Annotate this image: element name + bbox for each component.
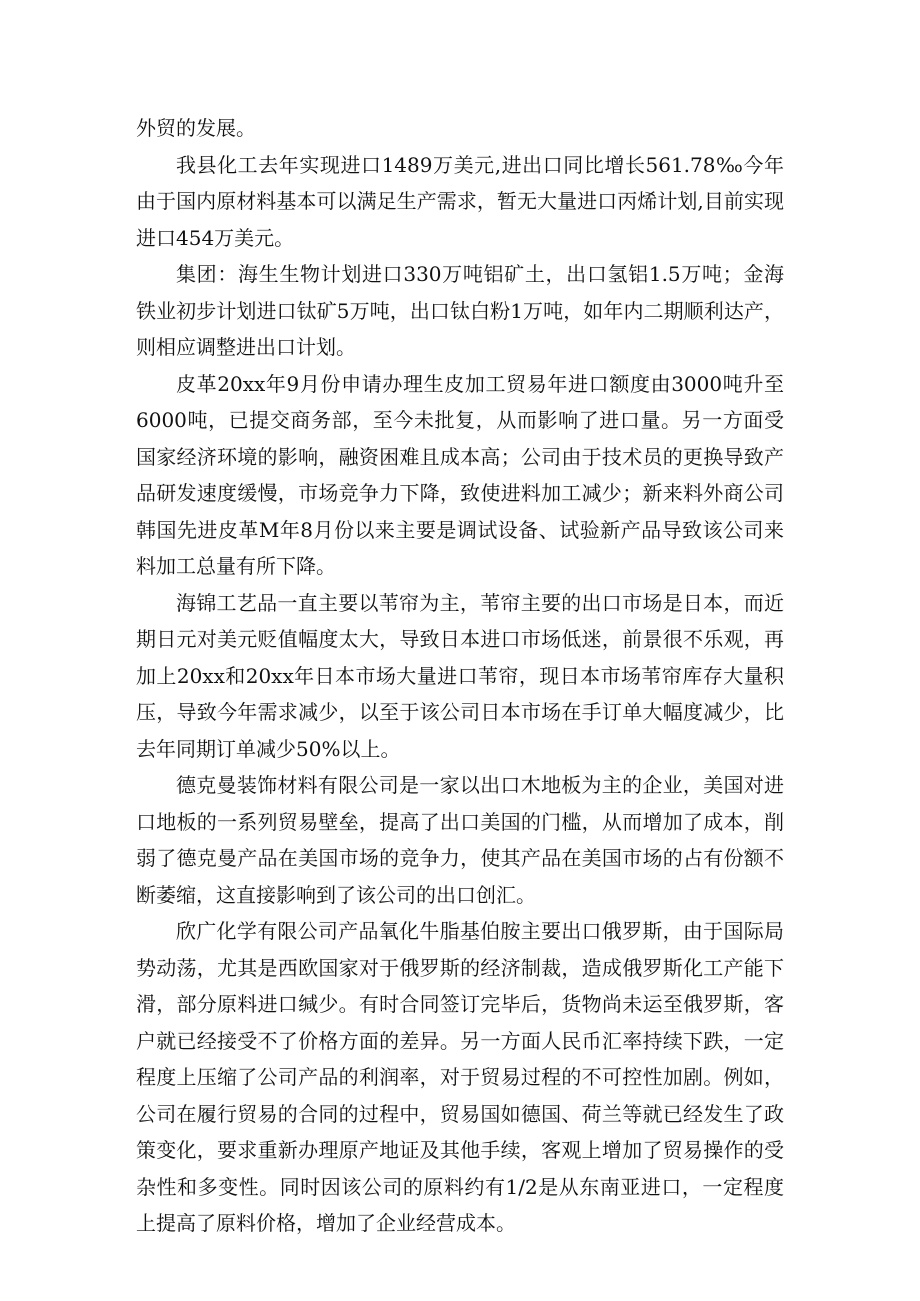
paragraph-flooring: 德克曼装饰材料有限公司是一家以出口木地板为主的企业，美国对进口地板的一系列贸易壁垒，提高了出口美国的门槛，从而增加了成本，削弱了德克曼产品在美国市场的竞争力，使其产品在美国市场的占有份额不断萎缩，这直接影响到了该公司的出口创汇。 xyxy=(136,773,784,907)
paragraph-crafts: 海锦工艺品一直主要以苇帘为主，苇帘主要的出口市场是日本，而近期日元对美元贬值幅度太大，导致日本进口市场低迷，前景很不乐观，再加上20xx和20xx年日本市场大量进口苇帘，现日本市场苇帘库存大量积压，导致今年需求减少，以至于该公司日本市场在手订单大幅度减少，比去年同期订单减少50%以上。 xyxy=(136,590,784,761)
paragraph-leather: 皮革20xx年9月份申请办理生皮加工贸易年进口额度由3000吨升至6000吨，已提交商务部，至今未批复，从而影响了进口量。另一方面受国家经济环境的影响，融资困难且成本高；公司由于技术员的更换导致产品研发速度缓慢，市场竞争力下降，致使进料加工减少；新来料外商公司韩国先进皮革M年8月份以来主要是调试设备、试验新产品导致该公司来料加工总量有所下降。 xyxy=(136,371,784,578)
paragraph-chemical-company: 欣广化学有限公司产品氧化牛脂基伯胺主要出口俄罗斯，由于国际局势动荡，尤其是西欧国家对于俄罗斯的经济制裁，造成俄罗斯化工产能下滑，部分原料进口缄少。有时合同签订完毕后，货物尚未运至俄罗斯，客户就已经接受不了价格方面的差异。另一方面人民币汇率持续下跌，一定程度上压缩了公司产品的利润率，对于贸易过程的不可控性加剧。例如，公司在履行贸易的合同的过程中，贸易国如德国、荷兰等就已经发生了政策变化，要求重新办理原产地证及其他手续，客观上增加了贸易操作的受杂性和多变性。同时因该公司的原料约有1/2是从东南亚进口，一定程度上提高了原料价格，增加了企业经营成本。 xyxy=(136,919,784,1235)
paragraph-group-plans: 集团：海生生物计划进口330万吨铝矿土，出口氢铝1.5万吨；金海铁业初步计划进口钛矿5万吨，出口钛白粉1万吨，如年内二期顺利达产，则相应调整进出口计划。 xyxy=(136,262,784,359)
document-body xyxy=(136,110,784,1242)
paragraph-continuation: 外贸的发展。 xyxy=(136,116,256,140)
paragraph-chemical-imports: 我县化工去年实现进口1489万美元,进出口同比增长561.78‰今年由于国内原材料基本可以满足生产需求，暂无大量进口丙烯计划,目前实现进口454万美元。 xyxy=(136,152,784,250)
